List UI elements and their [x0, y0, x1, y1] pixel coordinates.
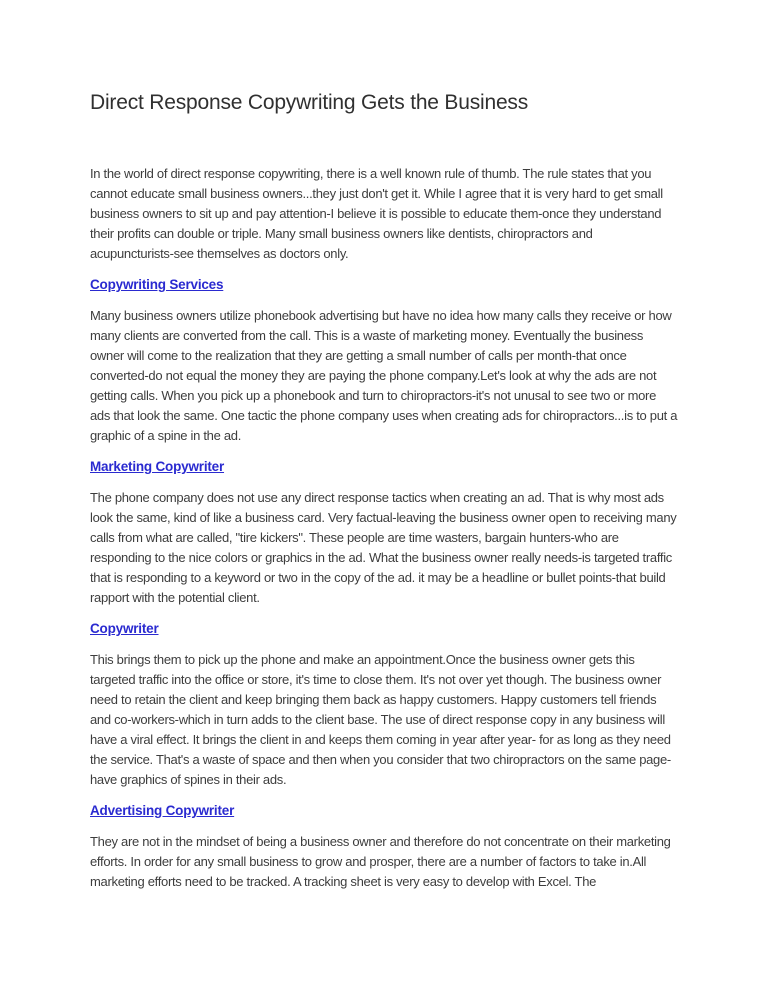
section-heading-copywriting-services — [90, 275, 678, 295]
section-heading-marketing-copywriter — [90, 457, 678, 477]
marketing-copywriter-link[interactable]: Marketing Copywriter — [90, 459, 225, 474]
copywriter-paragraph: This brings them to pick up the phone and make an appointment.Once the business owner gets this targeted traffic into the office or store, it's time to close them. It's not over yet though. The business owner need to retain the client and keep bringing them back as happy customers. Happy customers tell friends and co-workers-which in turn adds to the client base. The use of direct response copy in any business will have a viral effect. It brings the client in and keeps them coming in year after year- for as long as they need the service. That's a waste of space and then when you consider that two chiropractors on the same page-have graphics of spines in their ads. — [90, 652, 671, 787]
marketing-copywriter-paragraph: The phone company does not use any direct response tactics when creating an ad. That is why most ads look the same, kind of like a business card. Very factual-leaving the business owner open to receiving many calls from what are called, "tire kickers". These people are time wasters, bargain hunters-who are responding to the nice colors or graphics in the ad. What the business owner really needs-is targeted traffic that is responding to a keyword or two in the copy of the ad. it may be a headline or bullet points-that build rapport with the potential client. — [90, 490, 677, 605]
advertising-copywriter-paragraph: They are not in the mindset of being a business owner and therefore do not concentrate on their marketing efforts. In order for any small business to grow and prosper, there are a number of factors to take in.All marketing efforts need to be tracked. A tracking sheet is very easy to develop with Excel. The — [90, 834, 671, 889]
intro-paragraph: In the world of direct response copywriting, there is a well known rule of thumb. The rule states that you cannot educate small business owners...they just don't get it. While I agree that it is very hard to get small business owners to sit up and pay attention-I believe it is possible to educate them-once they understand their profits can double or triple. Many small business owners like dentists, chiropractors and acupuncturists-see themselves as doctors only. — [90, 166, 663, 261]
section-heading-advertising-copywriter — [90, 801, 678, 821]
copywriting-services-paragraph: Many business owners utilize phonebook advertising but have no idea how many calls they receive or how many clients are converted from the call. This is a waste of marketing money. Eventually the business owner will come to the realization that they are getting a small number of calls per month-that once converted-do not equal the money they are paying the phone company.Let's look at why the ads are not getting calls. When you pick up a phonebook and turn to chiropractors-it's not unusal to see two or more ads that look the same. One tactic the phone company uses when creating ads for chiropractors...is to put a graphic of a spine in the ad. — [90, 308, 678, 443]
section-heading-copywriter — [90, 619, 678, 639]
advertising-copywriter-link[interactable]: Advertising Copywriter — [90, 803, 235, 818]
copywriting-services-link[interactable]: Copywriting Services — [90, 277, 224, 292]
copywriter-link[interactable]: Copywriter — [90, 621, 159, 636]
page-title: Direct Response Copywriting Gets the Business — [90, 91, 529, 114]
